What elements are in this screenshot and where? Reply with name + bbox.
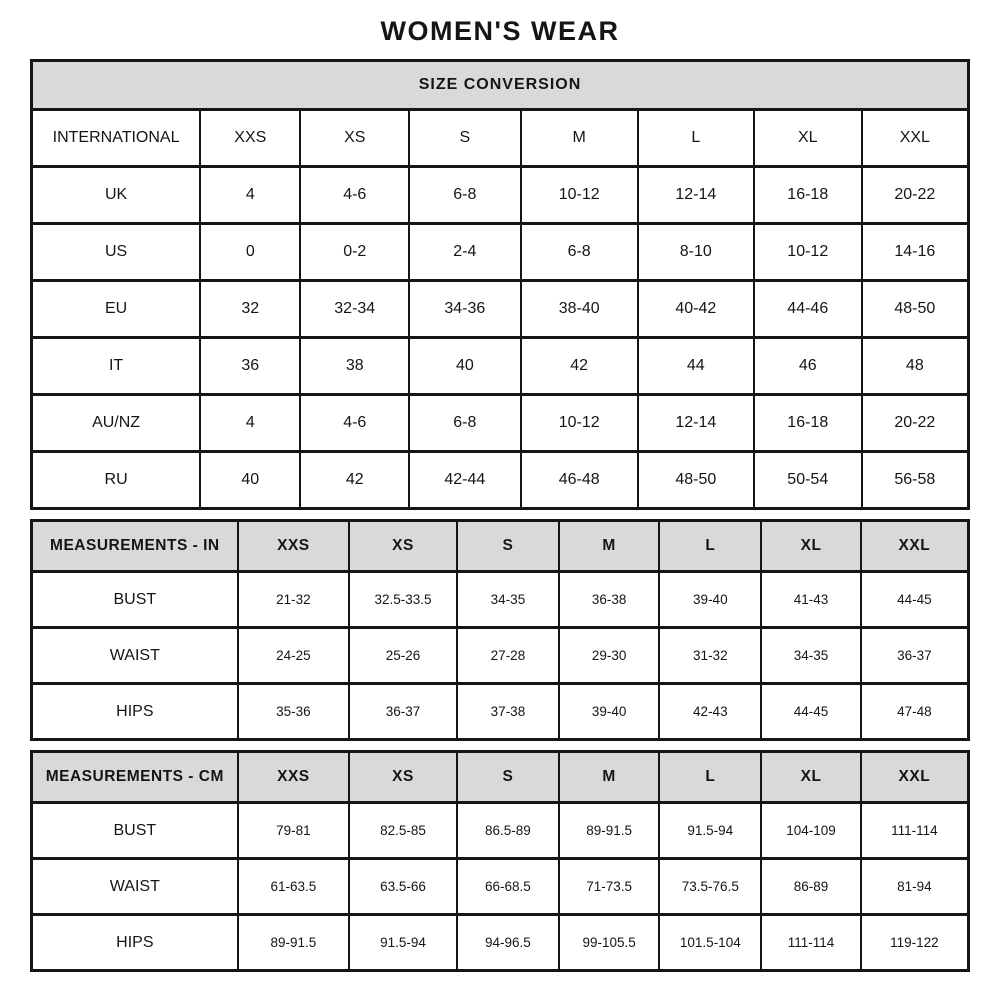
table-cell: 6-8 [409,395,521,452]
column-header-size: XXL [861,521,969,572]
table-cell: 48-50 [862,281,969,338]
table-cell: 6-8 [521,224,638,281]
table-row [32,752,969,803]
column-header-region: INTERNATIONAL [32,110,201,167]
table-cell: 39-40 [659,572,761,628]
table-cell: 27-28 [457,628,559,684]
table-cell: 20-22 [862,395,969,452]
table-cell: 20-22 [862,167,969,224]
table-cell: 4 [200,395,300,452]
table-cell: 44-45 [761,684,860,740]
table-row [32,572,969,628]
table-cell: 94-96.5 [457,915,559,971]
table-row [32,395,969,452]
table-cell: 111-114 [761,915,860,971]
measurements-in-body [32,572,969,740]
row-label: RU [32,452,201,509]
table-cell: 79-81 [238,803,350,859]
table-cell: 104-109 [761,803,860,859]
measurements-in-table [30,519,970,741]
table-cell: 36 [200,338,300,395]
column-header-size: XXS [200,110,300,167]
table-cell: 36-38 [559,572,659,628]
table-cell: 99-105.5 [559,915,659,971]
table-cell: 14-16 [862,224,969,281]
table-cell: 101.5-104 [659,915,761,971]
table-cell: 61-63.5 [238,859,350,915]
table-cell: 31-32 [659,628,761,684]
table-cell: 34-36 [409,281,521,338]
table-cell: 34-35 [457,572,559,628]
table-cell: 4 [200,167,300,224]
table-cell: 29-30 [559,628,659,684]
column-header-size: S [457,752,559,803]
table-row [32,915,969,971]
column-header-size: M [559,752,659,803]
table-cell: 47-48 [861,684,969,740]
table-cell: 39-40 [559,684,659,740]
column-header-size: M [559,521,659,572]
column-header-size: S [409,110,521,167]
table-cell: 73.5-76.5 [659,859,761,915]
table-cell: 10-12 [521,167,638,224]
table-cell: 21-32 [238,572,350,628]
table-cell: 2-4 [409,224,521,281]
table-row [32,224,969,281]
table-cell: 42-44 [409,452,521,509]
size-conversion-table [30,59,970,510]
table-cell: 89-91.5 [238,915,350,971]
table-cell: 46 [754,338,862,395]
table-cell: 12-14 [638,395,754,452]
column-header-size: M [521,110,638,167]
table-cell: 48-50 [638,452,754,509]
column-header-size: XS [349,521,457,572]
column-header-size: XL [761,752,860,803]
table-cell: 46-48 [521,452,638,509]
table-cell: 16-18 [754,395,862,452]
table-row [32,61,969,110]
table-cell: 36-37 [349,684,457,740]
row-label: UK [32,167,201,224]
table-row [32,521,969,572]
column-header-size: XXL [861,752,969,803]
column-header-size: XS [349,752,457,803]
column-header-size: S [457,521,559,572]
column-header-size: L [638,110,754,167]
table-cell: 41-43 [761,572,860,628]
table-row [32,803,969,859]
table-cell: 16-18 [754,167,862,224]
measurements-in-header [32,521,969,572]
table-cell: 86-89 [761,859,860,915]
table-cell: 44-46 [754,281,862,338]
table-cell: 38-40 [521,281,638,338]
column-header-size: XXS [238,752,350,803]
column-header-size: XXS [238,521,350,572]
table-cell: 40 [409,338,521,395]
row-label: BUST [32,803,238,859]
measurements-title: MEASUREMENTS - CM [32,752,238,803]
table-cell: 37-38 [457,684,559,740]
table-cell: 32 [200,281,300,338]
table-cell: 91.5-94 [349,915,457,971]
table-cell: 71-73.5 [559,859,659,915]
table-row [32,684,969,740]
table-cell: 48 [862,338,969,395]
row-label: US [32,224,201,281]
table-cell: 25-26 [349,628,457,684]
table-cell: 42-43 [659,684,761,740]
row-label: HIPS [32,684,238,740]
table-cell: 42 [521,338,638,395]
measurements-cm-table [30,750,970,972]
table-cell: 89-91.5 [559,803,659,859]
row-label: WAIST [32,859,238,915]
table-cell: 63.5-66 [349,859,457,915]
table-cell: 24-25 [238,628,350,684]
row-label: AU/NZ [32,395,201,452]
table-cell: 12-14 [638,167,754,224]
table-row [32,859,969,915]
table-row [32,452,969,509]
table-cell: 4-6 [300,167,409,224]
table-cell: 0-2 [300,224,409,281]
table-cell: 42 [300,452,409,509]
table-row [32,338,969,395]
row-label: BUST [32,572,238,628]
table-row [32,628,969,684]
table-cell: 34-35 [761,628,860,684]
table-cell: 91.5-94 [659,803,761,859]
table-cell: 10-12 [754,224,862,281]
table-cell: 81-94 [861,859,969,915]
table-cell: 4-6 [300,395,409,452]
row-label: EU [32,281,201,338]
row-label: WAIST [32,628,238,684]
column-header-size: XXL [862,110,969,167]
table-cell: 44-45 [861,572,969,628]
table-cell: 50-54 [754,452,862,509]
table-cell: 111-114 [861,803,969,859]
table-cell: 32.5-33.5 [349,572,457,628]
table-cell: 38 [300,338,409,395]
measurements-cm-body [32,803,969,971]
page-title: WOMEN'S WEAR [380,16,620,46]
row-label: IT [32,338,201,395]
table-cell: 40 [200,452,300,509]
column-header-size: L [659,521,761,572]
column-header-size: L [659,752,761,803]
table-cell: 40-42 [638,281,754,338]
table-cell: 10-12 [521,395,638,452]
table-cell: 0 [200,224,300,281]
table-row [32,110,969,167]
table-cell: 86.5-89 [457,803,559,859]
column-header-size: XL [761,521,860,572]
measurements-title: MEASUREMENTS - IN [32,521,238,572]
column-header-size: XL [754,110,862,167]
table-row [32,167,969,224]
table-row [32,281,969,338]
table-cell: 6-8 [409,167,521,224]
table-cell: 8-10 [638,224,754,281]
row-label: HIPS [32,915,238,971]
column-header-size: XS [300,110,409,167]
table-cell: 44 [638,338,754,395]
table-cell: 119-122 [861,915,969,971]
table-cell: 35-36 [238,684,350,740]
table-cell: 66-68.5 [457,859,559,915]
table-cell: 56-58 [862,452,969,509]
measurements-cm-header [32,752,969,803]
table-cell: 82.5-85 [349,803,457,859]
size-conversion-body [32,110,969,509]
table-cell: 32-34 [300,281,409,338]
size-conversion-title: SIZE CONVERSION [32,61,969,110]
table-cell: 36-37 [861,628,969,684]
